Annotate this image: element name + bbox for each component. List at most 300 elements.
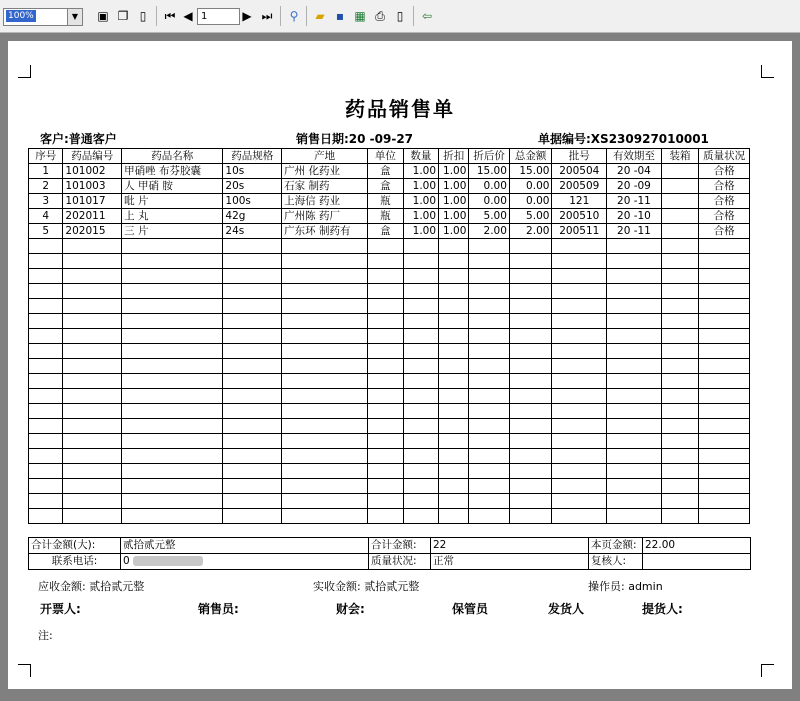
invoicer-signature: 开票人: <box>40 602 81 616</box>
table-cell <box>223 374 282 389</box>
table-cell <box>469 389 510 404</box>
column-header: 批号 <box>552 149 607 164</box>
table-cell <box>439 314 469 329</box>
table-cell <box>403 374 438 389</box>
table-cell <box>469 344 510 359</box>
empty-table-row <box>29 479 750 494</box>
table-cell <box>699 254 750 269</box>
column-header: 产地 <box>282 149 368 164</box>
table-cell: 盒 <box>368 179 403 194</box>
table-cell <box>699 419 750 434</box>
empty-table-row <box>29 434 750 449</box>
report-page <box>8 41 792 689</box>
table-cell <box>403 494 438 509</box>
table-cell <box>509 389 552 404</box>
table-cell <box>509 269 552 284</box>
table-cell <box>469 359 510 374</box>
table-cell <box>439 509 469 524</box>
table-cell: 1.00 <box>439 224 469 239</box>
table-cell <box>469 314 510 329</box>
table-cell <box>29 314 63 329</box>
table-cell <box>403 419 438 434</box>
table-cell <box>223 344 282 359</box>
column-header: 折后价 <box>469 149 510 164</box>
table-cell <box>469 284 510 299</box>
table-cell <box>403 479 438 494</box>
table-cell <box>607 404 662 419</box>
table-cell <box>122 329 223 344</box>
table-cell <box>661 239 698 254</box>
table-cell <box>63 464 122 479</box>
table-cell <box>63 314 122 329</box>
table-cell <box>552 479 607 494</box>
page-number-input[interactable]: 1 <box>197 8 240 25</box>
column-header: 药品规格 <box>223 149 282 164</box>
table-cell <box>122 419 223 434</box>
table-cell <box>439 239 469 254</box>
table-cell <box>607 434 662 449</box>
table-cell <box>29 359 63 374</box>
table-cell <box>699 284 750 299</box>
table-cell <box>469 464 510 479</box>
table-cell <box>122 449 223 464</box>
empty-table-row <box>29 419 750 434</box>
table-cell <box>368 359 403 374</box>
table-cell <box>122 374 223 389</box>
table-cell <box>368 239 403 254</box>
table-cell <box>661 314 698 329</box>
table-cell <box>63 419 122 434</box>
table-cell <box>509 254 552 269</box>
table-cell <box>223 419 282 434</box>
table-cell <box>29 284 63 299</box>
page-setup-icon[interactable]: ▣ <box>97 9 109 23</box>
table-cell <box>368 419 403 434</box>
table-cell <box>63 494 122 509</box>
table-cell <box>661 344 698 359</box>
table-cell <box>63 479 122 494</box>
table-row <box>29 179 750 194</box>
crop-mark <box>18 65 31 78</box>
table-cell <box>469 509 510 524</box>
table-cell <box>403 269 438 284</box>
table-cell <box>368 479 403 494</box>
table-cell <box>509 344 552 359</box>
table-cell <box>368 284 403 299</box>
table-cell <box>223 464 282 479</box>
report-toolbar <box>0 0 800 33</box>
crop-mark <box>761 65 774 78</box>
table-cell <box>509 299 552 314</box>
table-cell: 瓶 <box>368 209 403 224</box>
table-cell: 甲硝唑 布芬胶囊 <box>122 164 223 179</box>
table-cell <box>607 389 662 404</box>
table-cell <box>403 329 438 344</box>
table-cell: 0.00 <box>509 194 552 209</box>
table-cell <box>368 299 403 314</box>
table-cell <box>122 464 223 479</box>
table-cell: 1 <box>29 164 63 179</box>
table-cell <box>282 404 368 419</box>
table-cell <box>122 389 223 404</box>
save-icon[interactable]: ▪ <box>335 9 345 23</box>
table-cell <box>439 284 469 299</box>
redacted-block <box>133 556 203 566</box>
table-cell <box>223 284 282 299</box>
table-cell: 合格 <box>699 224 750 239</box>
table-cell <box>368 404 403 419</box>
table-cell <box>439 329 469 344</box>
table-cell <box>661 329 698 344</box>
prev-page-icon[interactable]: ◀ <box>183 9 193 23</box>
table-cell <box>699 239 750 254</box>
table-cell <box>282 329 368 344</box>
table-cell <box>439 389 469 404</box>
table-cell <box>29 374 63 389</box>
column-header: 质量状况 <box>699 149 750 164</box>
table-cell <box>122 479 223 494</box>
search-icon[interactable]: ⚲ <box>289 9 299 23</box>
next-page-icon[interactable]: ▶ <box>242 9 252 23</box>
table-cell <box>282 419 368 434</box>
document-title: 药品销售单 <box>345 97 455 121</box>
table-cell <box>403 284 438 299</box>
table-cell <box>122 359 223 374</box>
table-cell <box>552 449 607 464</box>
note-label: 注: <box>38 629 53 642</box>
last-page-icon[interactable]: ⏭ <box>261 9 273 23</box>
table-cell: 石家 制药 <box>282 179 368 194</box>
table-cell <box>403 434 438 449</box>
table-cell <box>552 464 607 479</box>
table-cell <box>282 509 368 524</box>
table-cell <box>63 509 122 524</box>
table-cell <box>509 359 552 374</box>
blank-page-icon[interactable]: ▯ <box>139 9 147 23</box>
page-total-label: 本页金额: <box>589 538 643 554</box>
table-cell <box>469 419 510 434</box>
reviewer-value <box>643 554 751 570</box>
toolbar-divider <box>306 6 307 26</box>
table-cell <box>699 359 750 374</box>
table-cell: 5 <box>29 224 63 239</box>
table-cell: 24s <box>223 224 282 239</box>
table-cell: 15.00 <box>469 164 510 179</box>
table-cell <box>282 284 368 299</box>
empty-table-row <box>29 359 750 374</box>
table-cell <box>699 509 750 524</box>
table-cell <box>223 389 282 404</box>
table-cell <box>368 314 403 329</box>
table-cell: 5.00 <box>469 209 510 224</box>
table-cell <box>29 479 63 494</box>
table-cell: 200510 <box>552 209 607 224</box>
table-cell <box>661 179 698 194</box>
table-cell <box>282 449 368 464</box>
total-value: 22 <box>431 538 589 554</box>
table-cell: 上海信 药业 <box>282 194 368 209</box>
table-cell: 42g <box>223 209 282 224</box>
table-cell <box>122 314 223 329</box>
table-cell <box>607 509 662 524</box>
totals-row <box>29 538 751 554</box>
table-cell <box>699 479 750 494</box>
table-cell <box>661 509 698 524</box>
table-cell: 0.00 <box>509 179 552 194</box>
table-cell <box>403 344 438 359</box>
table-cell <box>699 464 750 479</box>
table-cell <box>223 359 282 374</box>
table-cell: 100s <box>223 194 282 209</box>
excel-export-icon[interactable]: ▦ <box>354 9 366 23</box>
table-cell <box>282 494 368 509</box>
table-cell <box>368 344 403 359</box>
table-cell <box>122 494 223 509</box>
table-cell <box>29 239 63 254</box>
table-cell: 盒 <box>368 164 403 179</box>
table-cell: 20 -10 <box>607 209 662 224</box>
table-cell <box>282 269 368 284</box>
new-page-icon[interactable]: ▯ <box>396 9 404 23</box>
table-cell <box>29 434 63 449</box>
table-cell <box>607 314 662 329</box>
table-cell <box>63 254 122 269</box>
table-cell <box>661 254 698 269</box>
table-cell <box>439 494 469 509</box>
print-icon[interactable]: ⎙ <box>375 9 385 23</box>
table-cell: 合格 <box>699 194 750 209</box>
table-cell <box>661 269 698 284</box>
table-cell: 1.00 <box>403 224 438 239</box>
contact-row <box>29 554 751 570</box>
empty-table-row <box>29 404 750 419</box>
table-cell: 吡 片 <box>122 194 223 209</box>
table-cell <box>122 269 223 284</box>
table-cell <box>368 269 403 284</box>
table-cell: 1.00 <box>439 209 469 224</box>
table-cell <box>223 509 282 524</box>
table-cell <box>223 479 282 494</box>
table-cell <box>509 329 552 344</box>
table-cell <box>699 299 750 314</box>
table-cell <box>403 299 438 314</box>
table-cell <box>699 329 750 344</box>
table-cell <box>661 464 698 479</box>
table-cell: 20 -11 <box>607 224 662 239</box>
copy-page-icon[interactable]: ❐ <box>117 9 129 23</box>
table-cell: 广州陈 药厂 <box>282 209 368 224</box>
table-cell <box>699 404 750 419</box>
table-cell <box>403 464 438 479</box>
column-header: 药品编号 <box>63 149 122 164</box>
table-cell <box>29 254 63 269</box>
table-cell <box>29 494 63 509</box>
table-cell <box>552 329 607 344</box>
preview-area[interactable] <box>0 33 800 701</box>
table-cell <box>661 209 698 224</box>
table-row <box>29 209 750 224</box>
table-cell <box>509 464 552 479</box>
table-cell <box>29 329 63 344</box>
empty-table-row <box>29 494 750 509</box>
sale-date-label: 销售日期:20 -09-27 <box>296 132 414 146</box>
table-cell: 1.00 <box>403 194 438 209</box>
table-cell: 1.00 <box>439 194 469 209</box>
table-cell <box>282 299 368 314</box>
table-cell <box>552 284 607 299</box>
shipper-signature: 发货人 <box>548 602 585 616</box>
table-cell <box>607 329 662 344</box>
table-cell <box>368 494 403 509</box>
table-cell <box>661 224 698 239</box>
table-cell: 200509 <box>552 179 607 194</box>
table-cell <box>368 509 403 524</box>
receivable-amount: 应收金额: 贰拾贰元整 <box>38 580 145 593</box>
table-cell <box>552 389 607 404</box>
table-cell <box>223 269 282 284</box>
table-cell <box>63 449 122 464</box>
empty-table-row <box>29 314 750 329</box>
table-cell: 合格 <box>699 179 750 194</box>
table-cell <box>282 359 368 374</box>
table-cell <box>469 269 510 284</box>
empty-table-row <box>29 374 750 389</box>
column-header: 折扣 <box>439 149 469 164</box>
chevron-down-icon[interactable]: ▼ <box>67 9 82 25</box>
empty-table-row <box>29 299 750 314</box>
table-cell <box>403 314 438 329</box>
table-cell <box>552 314 607 329</box>
table-cell <box>29 269 63 284</box>
table-cell: 121 <box>552 194 607 209</box>
quality-value: 正常 <box>431 554 589 570</box>
table-cell <box>661 194 698 209</box>
table-cell: 广州 化药业 <box>282 164 368 179</box>
table-cell: 上 丸 <box>122 209 223 224</box>
table-cell <box>282 239 368 254</box>
empty-table-row <box>29 254 750 269</box>
table-cell <box>469 239 510 254</box>
table-cell <box>63 299 122 314</box>
table-cell: 101017 <box>63 194 122 209</box>
table-cell <box>63 434 122 449</box>
table-cell <box>368 254 403 269</box>
table-cell <box>699 494 750 509</box>
table-cell <box>509 239 552 254</box>
table-cell: 0.00 <box>469 194 510 209</box>
table-cell: 0.00 <box>469 179 510 194</box>
table-cell <box>607 494 662 509</box>
items-table <box>28 148 750 524</box>
table-cell <box>699 314 750 329</box>
exit-icon[interactable]: ⇦ <box>421 9 433 23</box>
table-cell <box>403 404 438 419</box>
table-cell: 1.00 <box>439 164 469 179</box>
table-cell <box>552 419 607 434</box>
table-cell: 盒 <box>368 224 403 239</box>
table-cell: 20s <box>223 179 282 194</box>
table-cell <box>509 479 552 494</box>
table-cell <box>29 464 63 479</box>
table-cell <box>439 299 469 314</box>
empty-table-row <box>29 329 750 344</box>
table-cell <box>607 344 662 359</box>
table-cell: 4 <box>29 209 63 224</box>
table-cell <box>607 449 662 464</box>
table-cell <box>29 299 63 314</box>
table-cell <box>661 479 698 494</box>
empty-table-row <box>29 269 750 284</box>
table-cell <box>223 299 282 314</box>
table-cell <box>122 509 223 524</box>
table-cell <box>552 359 607 374</box>
empty-table-row <box>29 449 750 464</box>
customer-label: 客户:普通客户 <box>40 132 117 146</box>
first-page-icon[interactable]: ⏮ <box>164 9 176 23</box>
table-cell <box>469 449 510 464</box>
table-cell <box>661 374 698 389</box>
column-header: 总金额 <box>509 149 552 164</box>
table-cell: 合格 <box>699 209 750 224</box>
zoom-select[interactable] <box>3 8 83 26</box>
toolbar-divider <box>280 6 281 26</box>
table-cell <box>552 269 607 284</box>
table-cell <box>509 434 552 449</box>
table-cell <box>661 164 698 179</box>
table-cell: 三 片 <box>122 224 223 239</box>
table-cell <box>439 344 469 359</box>
table-cell <box>63 284 122 299</box>
crop-mark <box>18 664 31 677</box>
table-cell <box>607 359 662 374</box>
phone-cell <box>121 554 369 570</box>
empty-table-row <box>29 509 750 524</box>
table-cell <box>439 419 469 434</box>
table-cell <box>439 434 469 449</box>
table-cell <box>223 434 282 449</box>
page-total-value: 22.00 <box>643 538 751 554</box>
table-cell <box>29 344 63 359</box>
table-cell <box>368 329 403 344</box>
column-header: 装箱 <box>661 149 698 164</box>
table-cell <box>403 359 438 374</box>
phone-value: 0 <box>123 555 130 567</box>
table-cell <box>607 374 662 389</box>
table-cell <box>469 434 510 449</box>
table-cell <box>282 389 368 404</box>
table-row <box>29 224 750 239</box>
table-cell <box>29 389 63 404</box>
table-cell <box>509 494 552 509</box>
table-cell: 202011 <box>63 209 122 224</box>
table-cell: 101002 <box>63 164 122 179</box>
table-cell <box>661 494 698 509</box>
table-cell <box>607 269 662 284</box>
table-cell: 15.00 <box>509 164 552 179</box>
doc-number-label: 单据编号:XS230927010001 <box>538 132 709 146</box>
picker-signature: 提货人: <box>642 602 683 616</box>
table-cell: 3 <box>29 194 63 209</box>
table-cell <box>368 449 403 464</box>
table-cell <box>699 449 750 464</box>
table-cell <box>469 404 510 419</box>
toolbar-divider <box>413 6 414 26</box>
table-cell <box>509 374 552 389</box>
table-cell <box>699 374 750 389</box>
open-folder-icon[interactable]: ▰ <box>315 9 325 23</box>
table-cell <box>469 494 510 509</box>
table-cell <box>223 239 282 254</box>
